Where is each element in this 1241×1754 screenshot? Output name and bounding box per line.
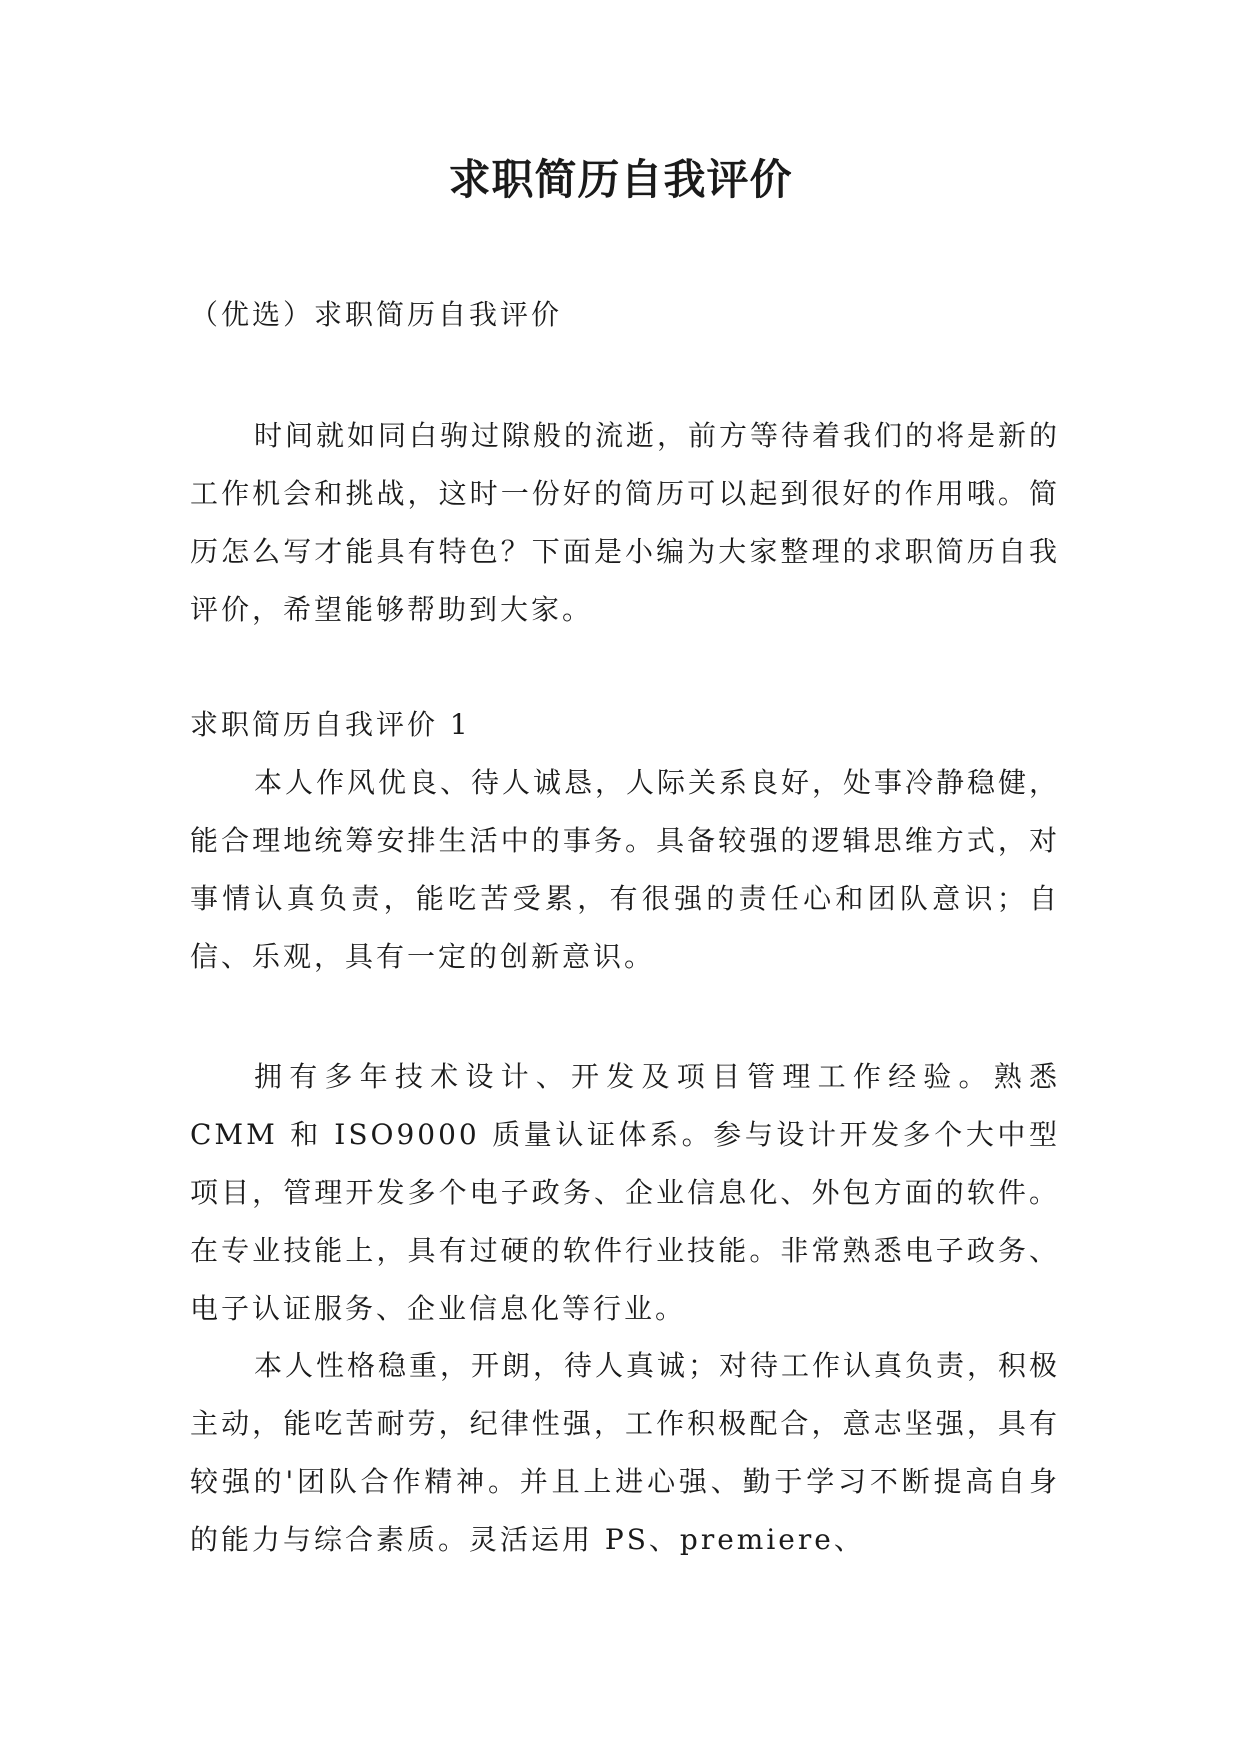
section-heading-1: 求职简历自我评价 1 [190,708,471,741]
section1-paragraph-1: 本人作风优良、待人诚恳，人际关系良好，处事冷静稳健，能合理地统筹安排生活中的事务。具备较强的逻辑思维方式，对事情认真负责，能吃苦受累，有很强的责任心和团队意识；自信、乐观，具有一定的创新意识。 [190,766,1061,973]
intro-paragraph: 时间就如同白驹过隙般的流逝，前方等待着我们的将是新的工作机会和挑战，这时一份好的简历可以起到很好的作用哦。简历怎么写才能具有特色？下面是小编为大家整理的求职简历自我评价，希望能够帮助到大家。 [190,419,1061,626]
document-title: 求职简历自我评价 [448,155,793,204]
section1-paragraph-2: 拥有多年技术设计、开发及项目管理工作经验。熟悉 CMM 和 ISO9000 质量认证体系。参与设计开发多个大中型项目，管理开发多个电子政务、企业信息化、外包方面的软件。在专业技能上，具有过硬的软件行业技能。非常熟悉电子政务、电子认证服务、企业信息化等行业。 [190,1060,1060,1325]
document-subtitle: （优选）求职简历自我评价 [190,298,563,331]
section1-paragraph-3: 本人性格稳重，开朗，待人真诚；对待工作认真负责，积极主动，能吃苦耐劳，纪律性强，工作积极配合，意志坚强，具有较强的'团队合作精神。并且上进心强、勤于学习不断提高自身的能力与综合素质。灵活运用 PS、premiere、 [190,1349,1061,1556]
